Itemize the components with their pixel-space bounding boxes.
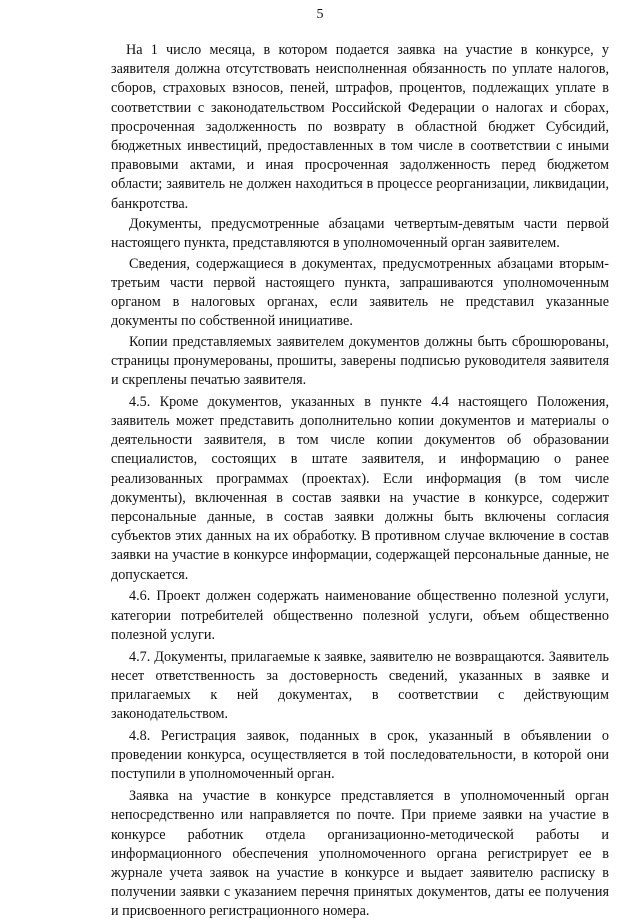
- paragraph-information-request: Сведения, содержащиеся в документах, предусмотренных абзацами вторым-третьим части первой настоящего пункта, запрашиваются уполномоченным органом в налоговых органах, если заявитель не представил указанные документы по собственной инициативе.: [111, 255, 609, 330]
- paragraph-4-8-registration: 4.8. Регистрация заявок, поданных в срок, указанный в объявлении о проведении конкурса, осуществляется в той последовательности, в которой они поступили в уполномоченный орган.: [111, 728, 609, 783]
- page-number: 5: [316, 7, 324, 22]
- paragraph-4-7-documents-not-returned: 4.7. Документы, прилагаемые к заявке, заявителю не возвращаются. Заявитель несет ответственность за достоверность сведений, указанных в заявке и прилагаемых к ней документах, в соответствии с действующим законодательством.: [111, 648, 609, 723]
- paragraph-4-5-additional-documents: 4.5. Кроме документов, указанных в пункте 4.4 настоящего Положения, заявитель может представить дополнительно копии документов и материалы о деятельности заявителя, в том числе копии документов об образовании специалистов, состоящих в штате заявителя, и информацию о ранее реализованных программах (проектах). Если информация (в том числе документы), включенная в состав заявки на участие в конкурсе, содержит персональные данные, в состав заявки должны быть включены согласия субъектов этих данных на их обработку. В противном случае включение в состав заявки на участие в конкурсе информации, содержащей персональные данные, не допускается.: [111, 393, 609, 583]
- paragraph-copies-requirements: Копии представляемых заявителем документов должны быть сброшюрованы, страницы пронумерованы, прошиты, заверены подписью руководителя заявителя и скреплены печатью заявителя.: [111, 333, 609, 389]
- paragraph-tax-obligations: На 1 число месяца, в котором подается заявка на участие в конкурсе, у заявителя должна отсутствовать неисполненная обязанность по уплате налогов, сборов, страховых взносов, пеней, штрафов, процентов, подлежащих уплате в соответствии с законодательством Российской Федерации о налогах и сборах, просроченная задолженность по возврату в областной бюджет Субсидий, бюджетных инвестиций, предоставленных в том числе в соответствии с иными правовыми актами, и иная просроченная задолженность перед бюджетом области; заявитель не должен находиться в процессе реорганизации, ликвидации, банкротства.: [111, 42, 609, 212]
- paragraph-application-submission: Заявка на участие в конкурсе представляется в уполномоченный орган непосредственно или направляется по почте. При приеме заявки на участие в конкурсе работник отдела организационно-методической работы и информационного обеспечения уполномоченного органа регистрирует ее в журнале учета заявок на участие в конкурсе и выдает заявителю расписку в получении заявки с указанием перечня принятых документов, даты ее получения и присвоенного регистрационного номера.: [111, 788, 609, 920]
- paragraph-4-6-project-content: 4.6. Проект должен содержать наименование общественно полезной услуги, категории потребителей общественно полезной услуги, объем общественно полезной услуги.: [111, 588, 609, 643]
- document-body: [111, 41, 609, 923]
- paragraph-documents-submission: Документы, предусмотренные абзацами четвертым-девятым части первой настоящего пункта, представляются в уполномоченный орган заявителем.: [111, 216, 609, 252]
